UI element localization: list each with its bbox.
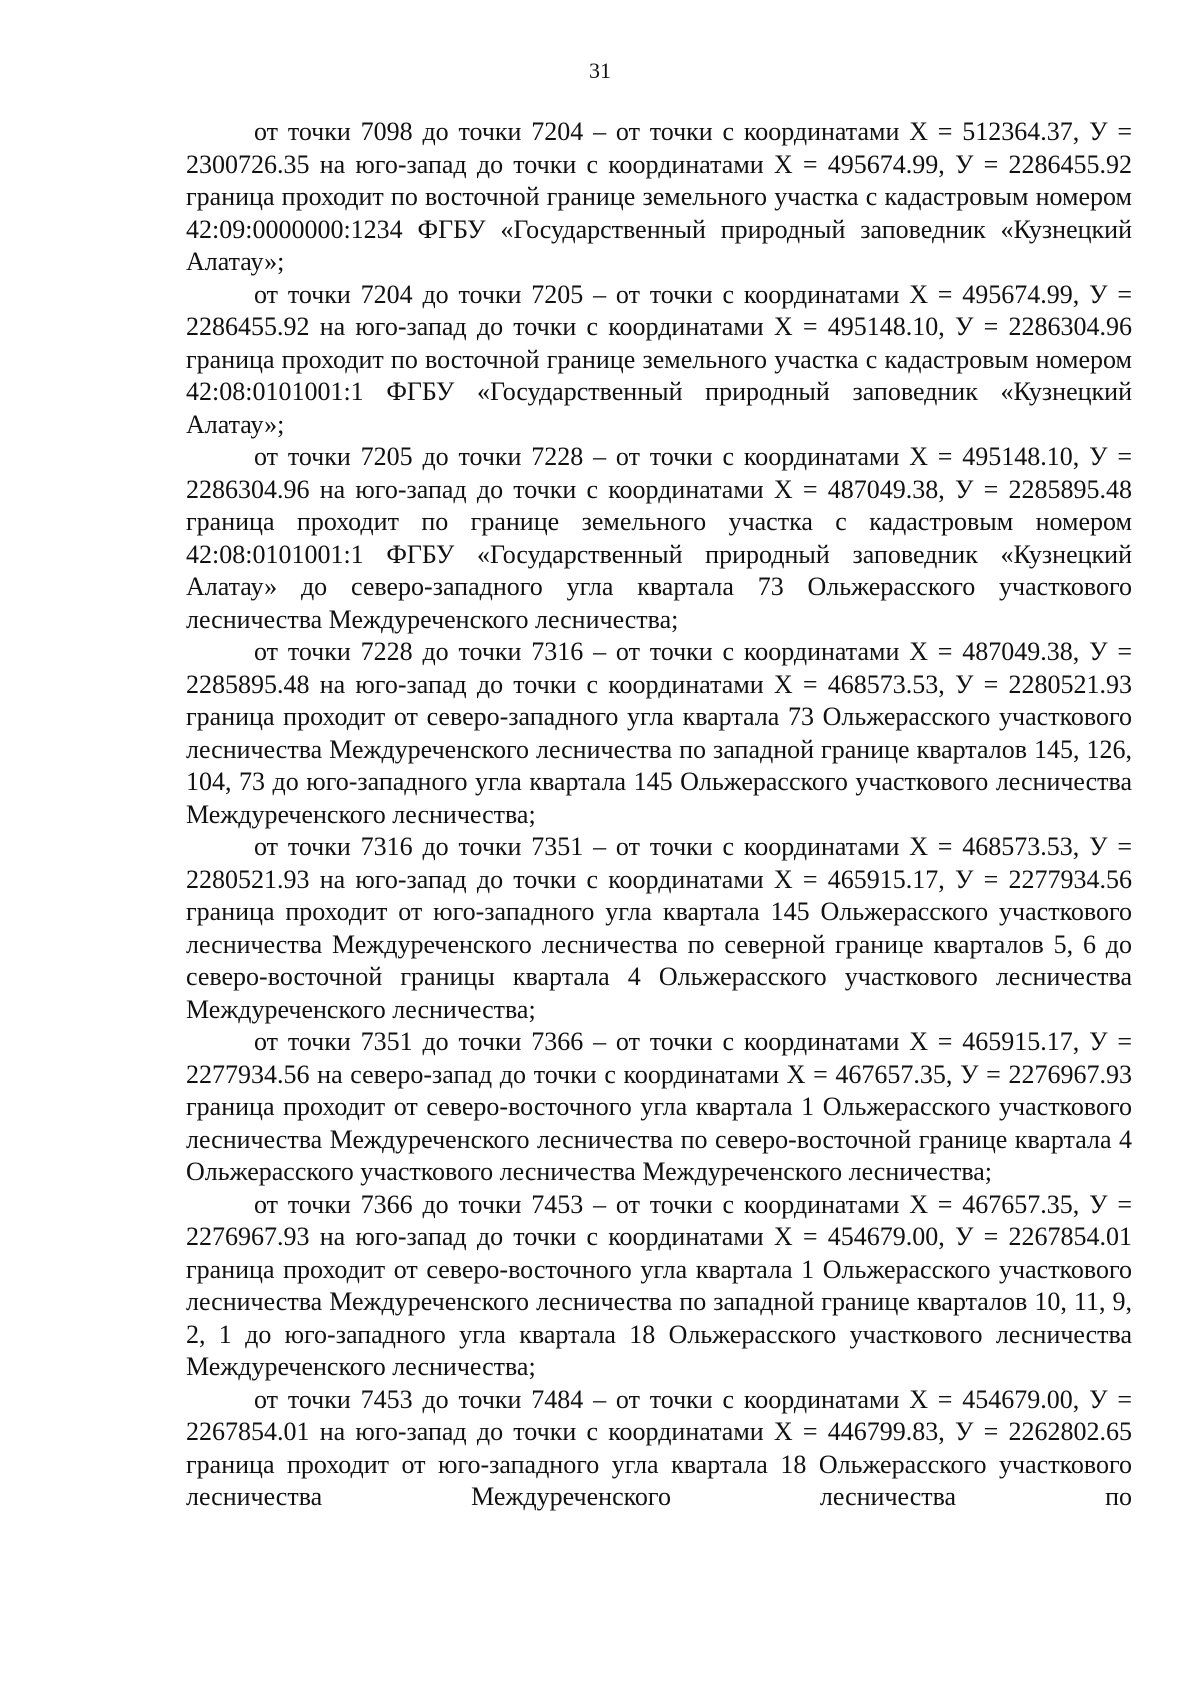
boundary-paragraph-7: от точки 7366 до точки 7453 – от точки с координатами X = 467657.35, У = 2276967.93 на юго-запад до точки с координатами X = 454679.00, У = 2267854.01 граница проходит от северо-восточного угла квартала 1 Ольжерасского участкового лесничества Междуреченского лесничества по западной границе кварталов 10, 11, 9, 2, 1 до юго-западного угла квартала 18 Ольжерасского участкового лесничества Междуреченского лесничества;: [186, 1189, 1132, 1381]
page-number: 31: [589, 58, 611, 83]
boundary-paragraph-6: от точки 7351 до точки 7366 – от точки с координатами X = 465915.17, У = 2277934.56 на северо-запад до точки с координатами X = 467657.35, У = 2276967.93 граница проходит от северо-восточного угла квартала 1 Ольжерасского участкового лесничества Междуреченского лесничества по северо-восточной границе квартала 4 Ольжерасского участкового лесничества Междуреченского лесничества;: [186, 1027, 1132, 1186]
document-body: [186, 116, 1132, 1514]
boundary-paragraph-3: от точки 7205 до точки 7228 – от точки с координатами X = 495148.10, У = 2286304.96 на юго-запад до точки с координатами X = 487049.38, У = 2285895.48 граница проходит по границе земельного участка с кадастровым номером 42:08:0101001:1 ФГБУ «Государственный природный заповедник «Кузнецкий Алатау» до северо-западного угла квартала 73 Ольжерасского участкового лесничества Междуреченского лесничества;: [186, 442, 1132, 634]
boundary-paragraph-4: от точки 7228 до точки 7316 – от точки с координатами X = 487049.38, У = 2285895.48 на юго-запад до точки с координатами X = 468573.53, У = 2280521.93 граница проходит от северо-западного угла квартала 73 Ольжерасского участкового лесничества Междуреченского лесничества по западной границе кварталов 145, 126, 104, 73 до юго-западного угла квартала 145 Ольжерасского участкового лесничества Междуреченского лесничества;: [186, 637, 1132, 829]
boundary-paragraph-5: от точки 7316 до точки 7351 – от точки с координатами X = 468573.53, У = 2280521.93 на юго-запад до точки с координатами X = 465915.17, У = 2277934.56 граница проходит от юго-западного угла квартала 145 Ольжерасского участкового лесничества Междуреченского лесничества по северной границе кварталов 5, 6 до северо-восточной границы квартала 4 Ольжерасского участкового лесничества Междуреченского лесничества;: [186, 832, 1132, 1024]
boundary-paragraph-1: от точки 7098 до точки 7204 – от точки с координатами X = 512364.37, У = 2300726.35 на юго-запад до точки с координатами X = 495674.99, У = 2286455.92 граница проходит по восточной границе земельного участка с кадастровым номером 42:09:0000000:1234 ФГБУ «Государственный природный заповедник «Кузнецкий Алатау»;: [186, 117, 1132, 276]
boundary-paragraph-2: от точки 7204 до точки 7205 – от точки с координатами X = 495674.99, У = 2286455.92 на юго-запад до точки с координатами X = 495148.10, У = 2286304.96 граница проходит по восточной границе земельного участка с кадастровым номером 42:08:0101001:1 ФГБУ «Государственный природный заповедник «Кузнецкий Алатау»;: [186, 279, 1132, 439]
boundary-paragraph-8: от точки 7453 до точки 7484 – от точки с координатами X = 454679.00, У = 2267854.01 на юго-запад до точки с координатами X = 446799.83, У = 2262802.65 граница проходит от юго-западного угла квартала 18 Ольжерасского участкового лесничества Междуреченского лесничества по: [186, 1384, 1132, 1511]
